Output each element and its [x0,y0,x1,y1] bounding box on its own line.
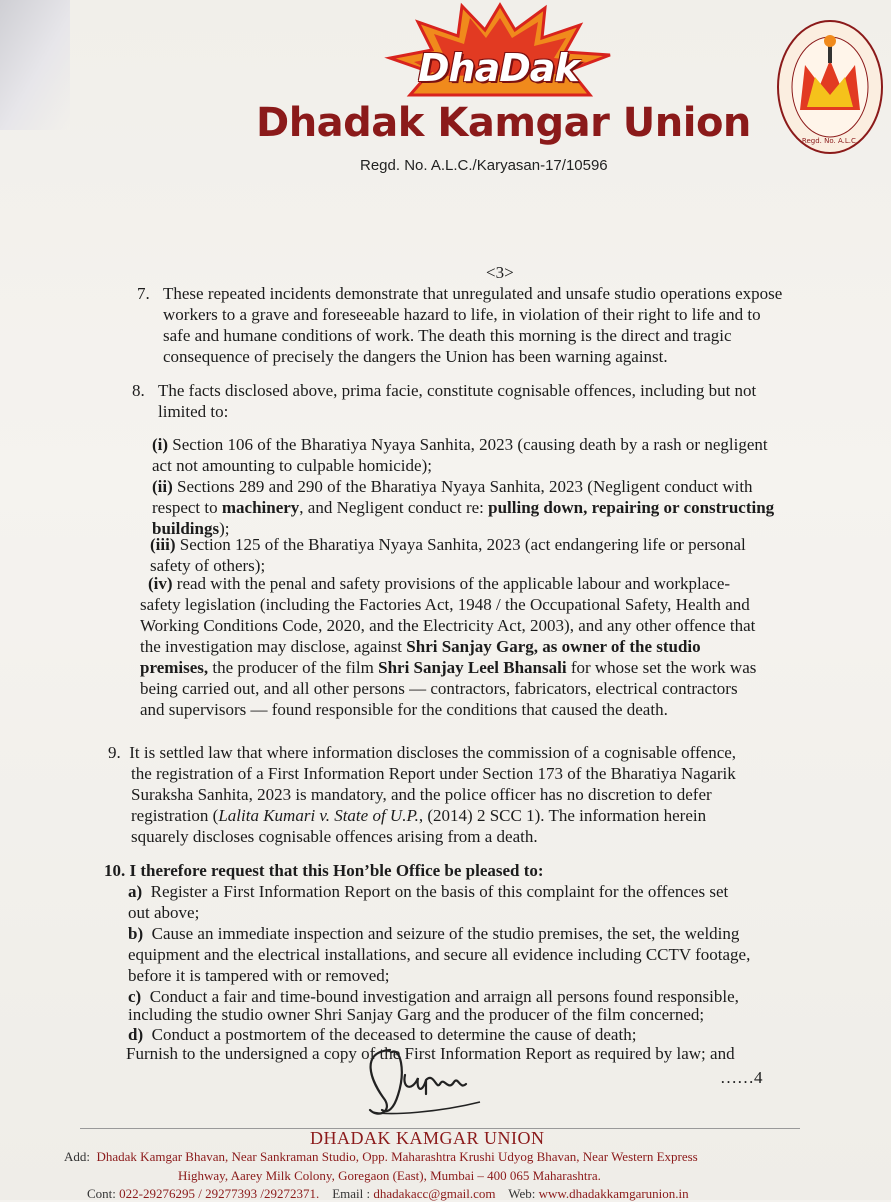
logo-wordmark: DhaDak [418,46,579,90]
request-item-c: c) Conduct a fair and time-bound investigation and arraign all persons found responsible, [128,987,739,1006]
offence-item-iv-cont: and supervisors — found responsible for the conditions that caused the death. [140,700,668,719]
offence-item-iv-cont: the investigation may disclose, against Shri Sanjay Garg, as owner of the studio [140,637,701,656]
paragraph-line: workers to a grave and foreseeable hazard to life, in violation of their right to life and to [163,305,761,324]
offence-item-iv-cont: premises, the producer of the film Shri Sanjay Leel Bhansali for whose set the work was [140,658,757,677]
offence-item-iv: (iv) read with the penal and safety provisions of the applicable labour and workplace- [148,574,731,593]
footer-email-link[interactable]: dhadakacc@gmail.com [373,1186,496,1201]
request-item-e: Furnish to the undersigned a copy of the First Information Report as required by law; and [126,1044,735,1063]
paragraph-9-line: Suraksha Sanhita, 2023 is mandatory, and the police officer has no discretion to defer [131,785,712,804]
paragraph-number: 8. [132,381,145,400]
paragraph-9-line: registration (Lalita Kumari v. State of U.P., (2014) 2 SCC 1). The information herein [131,806,707,825]
paragraph-9-line: the registration of a First Information Report under Section 173 of the Bharatiya Nagarik [131,764,736,783]
offence-item-i-cont: act not amounting to culpable homicide); [152,456,432,475]
footer-address-cont: Highway, Aarey Milk Colony, Goregaon (East), Mumbai – 400 065 Maharashtra. [178,1168,601,1183]
offence-item-i: (i) Section 106 of the Bharatiya Nyaya Sanhita, 2023 (causing death by a rash or negligent [152,435,768,454]
paragraph-line: limited to: [158,402,229,421]
svg-text:Regd. No. A.L.C.: Regd. No. A.L.C. [801,137,859,145]
paper-curl [0,0,70,130]
footer-address: Add: Dhadak Kamgar Bhavan, Near Sankraman Studio, Opp. Maharashtra Krushi Udyog Bhavan, Near Western Express [64,1149,698,1164]
footer-phone: 022-29276295 / 29277393 /29272371. [119,1186,320,1201]
request-item-c-cont: including the studio owner Shri Sanjay Garg and the producer of the film concerned; [128,1005,705,1024]
paragraph-line: safe and humane conditions of work. The death this morning is the direct and tragic [163,326,732,345]
registration-number: Regd. No. A.L.C./Karyasan-17/10596 [360,157,608,174]
handwritten-signature [330,1040,500,1120]
offence-item-iii: (iii) Section 125 of the Bharatiya Nyaya Sanhita, 2023 (act endangering life or personal [150,535,746,554]
union-seal-logo [775,15,885,155]
request-item-b: b) Cause an immediate inspection and seizure of the studio premises, the set, the welding [128,924,740,943]
request-item-b-cont: equipment and the electrical installations, and secure all evidence including CCTV footage, [128,945,751,964]
paragraph-9-line: squarely discloses cognisable offences arising from a death. [131,827,538,846]
continued-marker: ……4 [720,1068,763,1087]
paragraph-line: consequence of precisely the dangers the Union has been warning against. [163,347,668,366]
offence-item-iv-cont: Working Conditions Code, 2020, and the Electricity Act, 2003), and any other offence that [140,616,756,635]
paragraph-9: 9. It is settled law that where information discloses the commission of a cognisable offence, [108,743,737,762]
org-title: Dhadak Kamgar Union [256,100,751,146]
offence-item-iii-cont: safety of others); [150,556,266,575]
offence-item-ii-cont: buildings); [152,519,230,538]
footer-web-link[interactable]: www.dhadakkamgarunion.in [538,1186,689,1201]
offence-item-ii: (ii) Sections 289 and 290 of the Bharatiya Nyaya Sanhita, 2023 (Negligent conduct with [152,477,753,496]
request-item-d: d) Conduct a postmortem of the deceased to determine the cause of death; [128,1025,637,1044]
offence-item-iv-cont: safety legislation (including the Factories Act, 1948 / the Occupational Safety, Health and [140,595,750,614]
offence-item-ii-cont: respect to machinery, and Negligent conduct re: pulling down, repairing or constructing [152,498,775,517]
page-marker: <3> [486,263,514,282]
footer-org-name: DHADAK KAMGAR UNION [310,1128,545,1148]
request-item-a-cont: out above; [128,903,200,922]
paragraph-number: 7. [137,284,150,303]
paragraph-line: These repeated incidents demonstrate that unregulated and unsafe studio operations expose [163,284,783,303]
request-item-b-cont: before it is tampered with or removed; [128,966,390,985]
footer-contact: Cont: 022-29276295 / 29277393 /29272371. Email : dhadakacc@gmail.com Web: www.dhadakkamgarunion.in [87,1186,689,1201]
request-item-a: a) Register a First Information Report on the basis of this complaint for the offences set [128,882,729,901]
paragraph-line: The facts disclosed above, prima facie, constitute cognisable offences, including but not [158,381,757,400]
paragraph-10-heading: 10. I therefore request that this Hon’ble Office be pleased to: [104,861,544,880]
offence-item-iv-cont: being carried out, and all other persons — contractors, fabricators, electrical contractors [140,679,738,698]
